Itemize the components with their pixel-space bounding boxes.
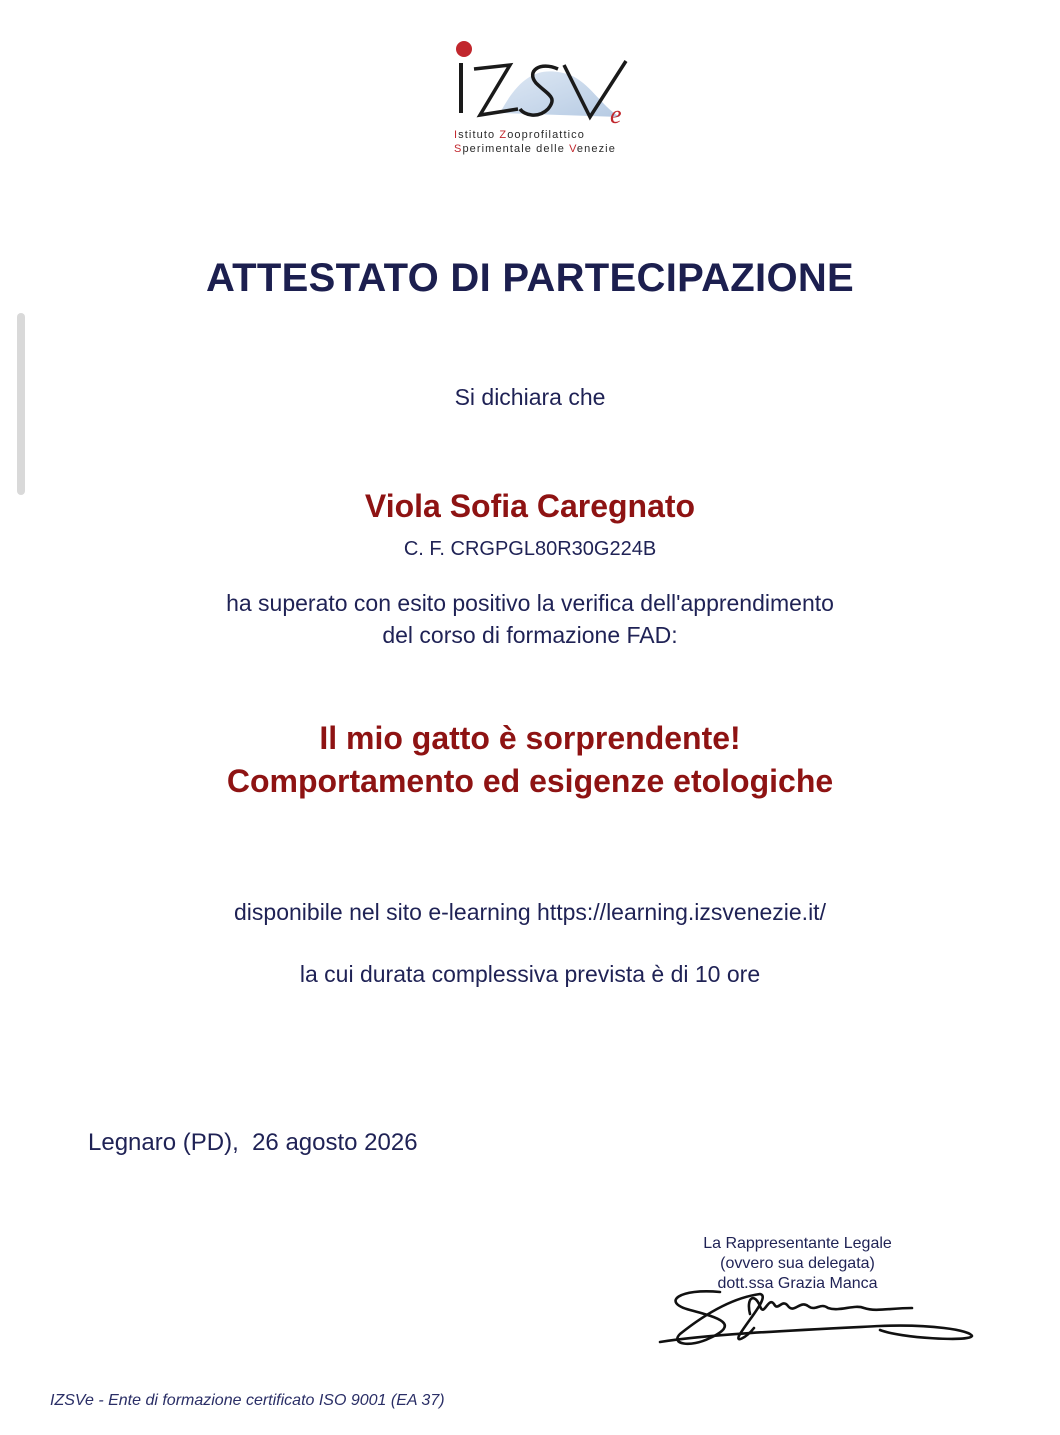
signatory-delegate: (ovvero sua delegata)	[720, 1255, 875, 1272]
course-title-line-1: Il mio gatto è sorprendente!	[319, 720, 741, 756]
passed-text-line-1: ha superato con esito positivo la verifica dell'apprendimento	[226, 590, 834, 616]
availability-text: disponibile nel sito e-learning https://learning.izsvenezie.it/	[234, 899, 826, 925]
fiscal-code: C. F. CRGPGL80R30G224B	[403, 538, 657, 560]
logo-text-line-1: Istituto Zooprofilattico	[454, 129, 585, 141]
declaration-text: Si dichiara che	[454, 384, 606, 410]
izsve-logo	[440, 35, 650, 165]
svg-text:e: e	[610, 100, 622, 129]
place-and-date: Legnaro (PD), 26 agosto 2026	[88, 1129, 418, 1156]
signatory-name: dott.ssa Grazia Manca	[717, 1275, 878, 1292]
logo-text-line-2: Sperimentale delle Venezie	[454, 143, 616, 155]
participant-name: Viola Sofia Caregnato	[364, 488, 696, 524]
passed-text-line-2: del corso di formazione FAD:	[382, 622, 678, 648]
signatory-role: La Rappresentante Legale	[703, 1235, 892, 1252]
izsve-logo-mark	[440, 35, 650, 130]
handwritten-signature	[650, 1278, 980, 1358]
certificate-title: ATTESTATO DI PARTECIPAZIONE	[205, 256, 855, 300]
course-title-line-2: Comportamento ed esigenze etologiche	[226, 763, 834, 799]
duration-text: la cui durata complessiva prevista è di 10 ore	[299, 961, 761, 987]
footer-certification: IZSVe - Ente di formazione certificato ISO 9001 (EA 37)	[50, 1392, 445, 1409]
